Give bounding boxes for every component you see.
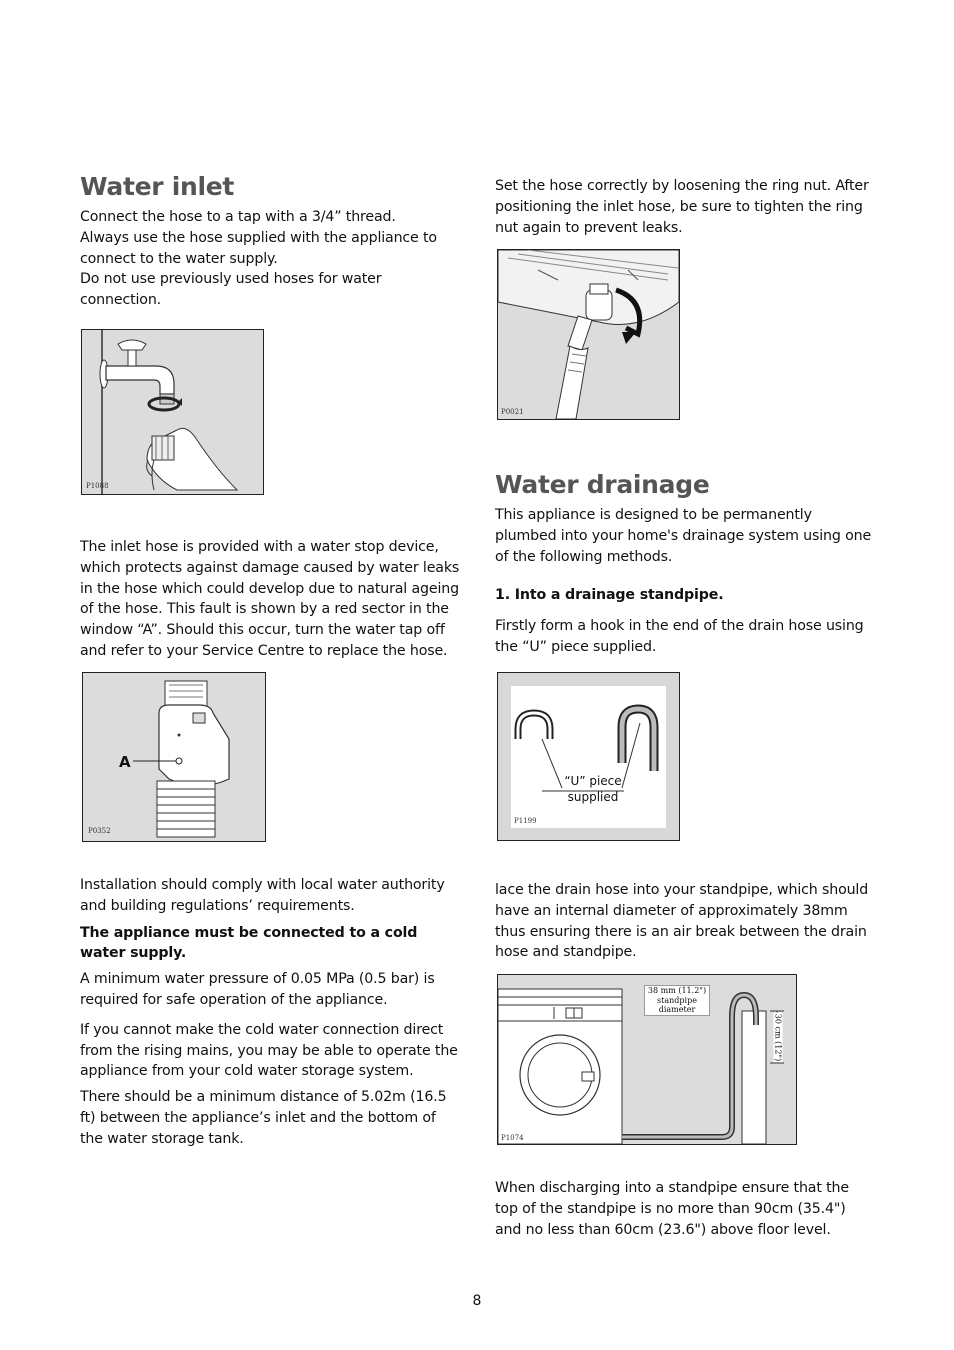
u-piece-label: “U” piece	[564, 774, 622, 788]
standpipe-block	[495, 880, 875, 963]
u-piece-illustration	[498, 673, 679, 840]
supplied-label: supplied	[567, 790, 619, 804]
u-piece-figure	[497, 672, 680, 841]
water-stop-illustration	[83, 673, 265, 841]
window-a-label: A	[119, 753, 131, 771]
height-text: When discharging into a standpipe ensure that the top of the standpipe is no more than 90cm (35.4") and no less than 60cm (23.6") above floor level.	[495, 1180, 849, 1238]
ring-nut-illustration	[498, 250, 679, 419]
diameter-value: 38 mm (11.2")	[647, 986, 707, 995]
figure-code: P1074	[501, 1134, 524, 1142]
method-1-title: 1. Into a drainage standpipe.	[495, 587, 724, 604]
page-number: 8	[472, 1293, 482, 1309]
height-label: 30 cm (12")	[773, 1013, 783, 1062]
water-stop-device-figure	[82, 672, 266, 842]
standpipe-text: lace the drain hose into your standpipe, which should have an internal diameter of approximately 38mm thus ensuring there is an air break between the drain hose and standpipe.	[495, 882, 869, 961]
diameter-label	[644, 985, 710, 1016]
water-inlet-heading: Water inlet	[80, 172, 235, 201]
regulations-block	[80, 875, 460, 1150]
u-piece-caption	[544, 773, 642, 805]
storage-text: If you cannot make the cold water connection direct from the rising mains, you may be able to operate the appliance from your cold water storage system.	[80, 1021, 458, 1080]
ring-nut-figure	[497, 249, 680, 420]
cold-water-notice: The appliance must be connected to a cold water supply.	[80, 924, 418, 962]
figure-code: P1088	[86, 482, 109, 490]
distance-text: There should be a minimum distance of 5.02m (16.5 ft) between the appliance’s inlet and the bottom of the water storage tank.	[80, 1089, 447, 1147]
drainage-intro: This appliance is designed to be permanently plumbed into your home's drainage system using one of the following methods.	[495, 507, 872, 565]
figure-code: P1199	[514, 817, 537, 825]
ring-nut-block	[495, 176, 875, 238]
ring-nut-text: Set the hose correctly by loosening the ring nut. After positioning the inlet hose, be sure to tighten the ring nut again to prevent leaks.	[495, 178, 869, 236]
inlet-intro-1: Connect the hose to a tap with a 3/4” thread.	[80, 209, 396, 225]
figure-code: P0352	[88, 827, 111, 835]
hook-text: Firstly form a hook in the end of the drain hose using the “U” piece supplied.	[495, 618, 864, 655]
drainage-block	[495, 470, 875, 658]
stop-device-text: The inlet hose is provided with a water stop device, which protects against damage caused by water leaks in the hose which could develop due to natural ageing of the hose. This fault is shown by a red sector in the window “A”. Should this occur, turn the water tap off and refer to your Service Centre to replace the hose.	[80, 539, 460, 659]
water-drainage-heading: Water drainage	[495, 470, 710, 499]
height-block	[495, 1178, 875, 1240]
tap-illustration	[82, 330, 263, 494]
figure-code: P0021	[501, 408, 524, 416]
left-column	[80, 172, 460, 311]
standpipe-figure	[497, 974, 797, 1145]
stop-device-block	[80, 537, 460, 662]
regulations-text: Installation should comply with local water authority and building regulations’ requirements.	[80, 877, 445, 914]
inlet-intro-3: Do not use previously used hoses for water connection.	[80, 271, 382, 309]
tap-connection-figure	[81, 329, 264, 495]
diameter-word-standpipe: standpipe	[657, 995, 697, 1005]
pressure-text: A minimum water pressure of 0.05 MPa (0.5 bar) is required for safe operation of the appliance.	[80, 971, 435, 1008]
diameter-word-diameter: diameter	[658, 1005, 696, 1014]
inlet-intro-2: Always use the hose supplied with the appliance to connect to the water supply.	[80, 229, 437, 267]
